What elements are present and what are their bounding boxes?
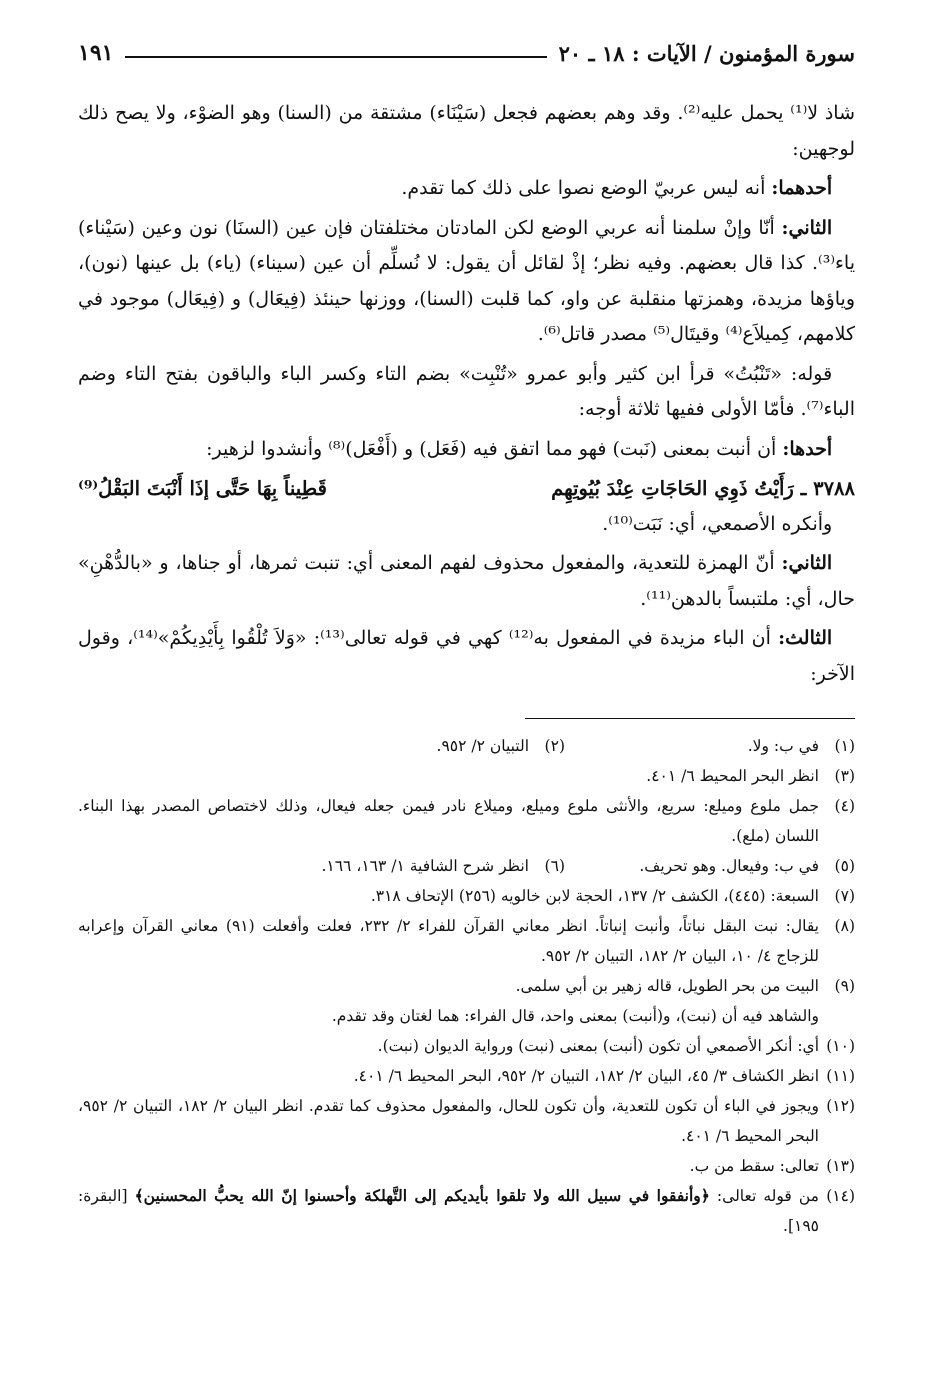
footnote xyxy=(78,911,855,971)
paragraph xyxy=(78,546,855,617)
footnote-number: (٨) xyxy=(834,917,855,935)
poetry-verse xyxy=(78,471,855,507)
footnote-number: (٦) xyxy=(544,857,565,875)
footnote-text: التبيان ٢/ ٩٥٢. xyxy=(436,737,529,755)
footnote-text: انظر الكشاف ٣/ ٤٥، البيان ٢/ ١٨٢، التبيان ٢/ ٩٥٢، البحر المحيط ٦/ ٤٠١. xyxy=(353,1067,819,1085)
section-label: الثالث: xyxy=(778,627,833,649)
footnote-text: يقال: نبت البقل نباتاً، وأنبت إنباتاً. انظر معاني القرآن للفراء ٢/ ٢٣٢، فعلت وأفعلت (٩١) معاني القرآن وإعرابه للزجاج ٤/ ١٠، البيان ٢/ ١٨٢، التبيان ٢/ ٩٥٢. xyxy=(78,917,819,965)
quran-quote: ﴿وأنفقوا في سبيل الله ولا تلقوا بأيديكم إلى التَّهلكة وأحسنوا إنّ الله يحبُّ المحسنين﴾ xyxy=(134,1186,710,1205)
footnote-row xyxy=(78,851,855,881)
footnote-number: (١٢) xyxy=(826,1097,855,1115)
footnote-number: (٤) xyxy=(834,797,855,815)
paragraph: وأنكره الأصمعي، أي: نَبَت⁽¹⁰⁾. xyxy=(602,512,833,535)
footnote-text: البيت من بحر الطويل، قاله زهير بن أبي سلمى. xyxy=(515,977,819,995)
footnote-number: (٥) xyxy=(834,857,855,875)
footnote xyxy=(78,761,855,791)
footnote xyxy=(275,731,565,761)
footnote xyxy=(565,731,855,761)
paragraph-text: أن الباء مزيدة في المفعول به⁽¹²⁾ كهي في قوله تعالى⁽¹³⁾: «وَلاَ تُلْقُوا بِأَيْدِيكُمْ»⁽¹⁴⁾، وقول الآخر: xyxy=(78,627,855,685)
running-title: سورة المؤمنون / الآيات : ١٨ ـ ٢٠ xyxy=(558,41,855,66)
footnote xyxy=(78,1181,855,1241)
section-label: أحدهما: xyxy=(771,177,833,199)
verse-hemistich-second: قَطِيناً بِهَا حَتَّى إذَا أَنْبَتَ البَقْلُ⁽⁹⁾ xyxy=(78,477,327,500)
paragraph xyxy=(78,211,855,353)
header-rule xyxy=(125,56,546,58)
footnote-text: ويجوز في الباء أن تكون للتعدية، وأن تكون للحال، والمفعول محذوف كما تقدم. انظر البيان ٢/ ١٨٢، التبيان ٢/ ٩٥٢، البحر المحيط ٦/ ٤٠١. xyxy=(78,1097,819,1145)
footnote xyxy=(78,1031,855,1061)
footnote-text-intro: من قوله تعالى: xyxy=(716,1187,819,1205)
footnotes xyxy=(78,731,855,1241)
paragraph-text: أنّ الهمزة للتعدية، والمفعول محذوف لفهم المعنى أي: تنبت ثمرها، أو جناها، و «بالدُّهْنِ» حال، أي: ملتبساً بالدهن⁽¹¹⁾. xyxy=(78,552,855,610)
footnote-text xyxy=(78,1181,819,1241)
footnote-number: (٣) xyxy=(834,767,855,785)
footnote-number: (١) xyxy=(834,737,855,755)
footnote-continuation: والشاهد فيه أن (نبت)، و(أنبت) بمعنى واحد، قال الفراء: هما لغتان وقد تقدم. xyxy=(331,1007,819,1025)
footnote-text: تعالى: سقط من ب. xyxy=(689,1157,819,1175)
section-label: أحدها: xyxy=(782,437,833,460)
footnote xyxy=(78,1151,855,1181)
footnote xyxy=(78,881,855,911)
footnote-number: (٩) xyxy=(834,977,855,995)
footnote-text: جمل ملوع وميلع: سريع، والأنثى ملوع وميلع، وميلاع نادر فيمن جعله فيعال، وذلك لاختصاص المصدر بهذا البناء. اللسان (ملع). xyxy=(78,797,819,845)
footnote-text: في ب: ولا. xyxy=(747,737,819,755)
paragraph-text: أن أنبت بمعنى (نَبت) فهو مما اتفق فيه (فَعَل) و (أَفْعَل)⁽⁸⁾ وأنشدوا لزهير: xyxy=(206,437,777,460)
running-header xyxy=(78,34,855,66)
section-label: الثاني: xyxy=(781,216,833,239)
footnote xyxy=(78,1091,855,1151)
footnote-number: (١٠) xyxy=(826,1037,855,1055)
section-label: الثاني: xyxy=(781,552,833,574)
footnote-row xyxy=(78,731,855,761)
footnote-text: انظر شرح الشافية ١/ ١٦٣، ١٦٦. xyxy=(321,857,529,875)
paragraph-text: أنه ليس عربيّ الوضع نصوا على ذلك كما تقدم. xyxy=(401,177,766,199)
footnote-text: انظر البحر المحيط ٦/ ٤٠١. xyxy=(646,767,819,785)
footnote xyxy=(78,791,855,851)
footnote-number: (١٤) xyxy=(826,1187,855,1205)
paragraph xyxy=(78,621,855,692)
paragraph: قوله: «تَنْبُتُ» قرأ ابن كثير وأبو عمرو «تُنْبِت» بضم التاء وكسر الباء والباقون بفتح التاء وضم الباء⁽⁷⁾. فأمّا الأولى ففيها ثلاثة أوجه: xyxy=(78,362,855,420)
verse-hemistich-first: ٣٧٨٨ ـ رَأَيْتُ ذَوِي الحَاجَاتِ عِنْدَ بُيُوتِهِم xyxy=(551,477,855,500)
footnote xyxy=(78,971,855,1001)
footnote-number: (١١) xyxy=(826,1067,855,1085)
footnote-number: (٧) xyxy=(834,887,855,905)
quran-reference: [البقرة: ١٩٥]. xyxy=(78,1187,819,1235)
footnote-number: (١٣) xyxy=(826,1157,855,1175)
paragraph xyxy=(78,432,855,468)
paragraph-text: أنّا وإنْ سلمنا أنه عربي الوضع لكن المادتان مختلفتان فإن عين (السنَا) نون وعين (سَيْناء) ياء⁽³⁾. كذا قال بعضهم. وفيه نظر؛ إذْ لقائل أن يقول: لا نُسلِّم أن عين (سيناء) (ياء) بل عينها (نون)، وياؤها مزيدة، وهمزتها منقلبة عن واو، كما قلبت (السنا)، ووزنها حينئذ (فِيعَال) و (فِيعَال) موجود في كلامهم، كِميلاَع⁽⁴⁾ وقيتَال⁽⁵⁾ مصدر قاتل⁽⁶⁾. xyxy=(78,216,855,345)
footnote-text: في ب: وفيعال. وهو تحريف. xyxy=(639,857,819,875)
footnote xyxy=(275,851,565,881)
footnote-number: (٢) xyxy=(544,737,565,755)
paragraph: شاذ لا⁽¹⁾ يحمل عليه⁽²⁾. وقد وهم بعضهم فجعل (سَيْنَاء) مشتقة من (السنا) وهو الضوْء، ولا يصح ذلك لوجهين: xyxy=(78,102,855,160)
footnote xyxy=(78,1061,855,1091)
page-number: ١٩١ xyxy=(78,40,114,66)
paragraph xyxy=(78,171,855,207)
footnote-separator xyxy=(525,718,855,719)
footnote-text: أي: أنكر الأصمعي أن تكون (أنبت) بمعنى (نبت) ورواية الديوان (نبت). xyxy=(377,1037,819,1055)
footnote-text: السبعة: (٤٤٥)، الكشف ٢/ ١٣٧، الحجة لابن خالويه (٢٥٦) الإتحاف ٣١٨. xyxy=(370,887,819,905)
main-text xyxy=(78,96,855,692)
footnote xyxy=(565,851,855,881)
